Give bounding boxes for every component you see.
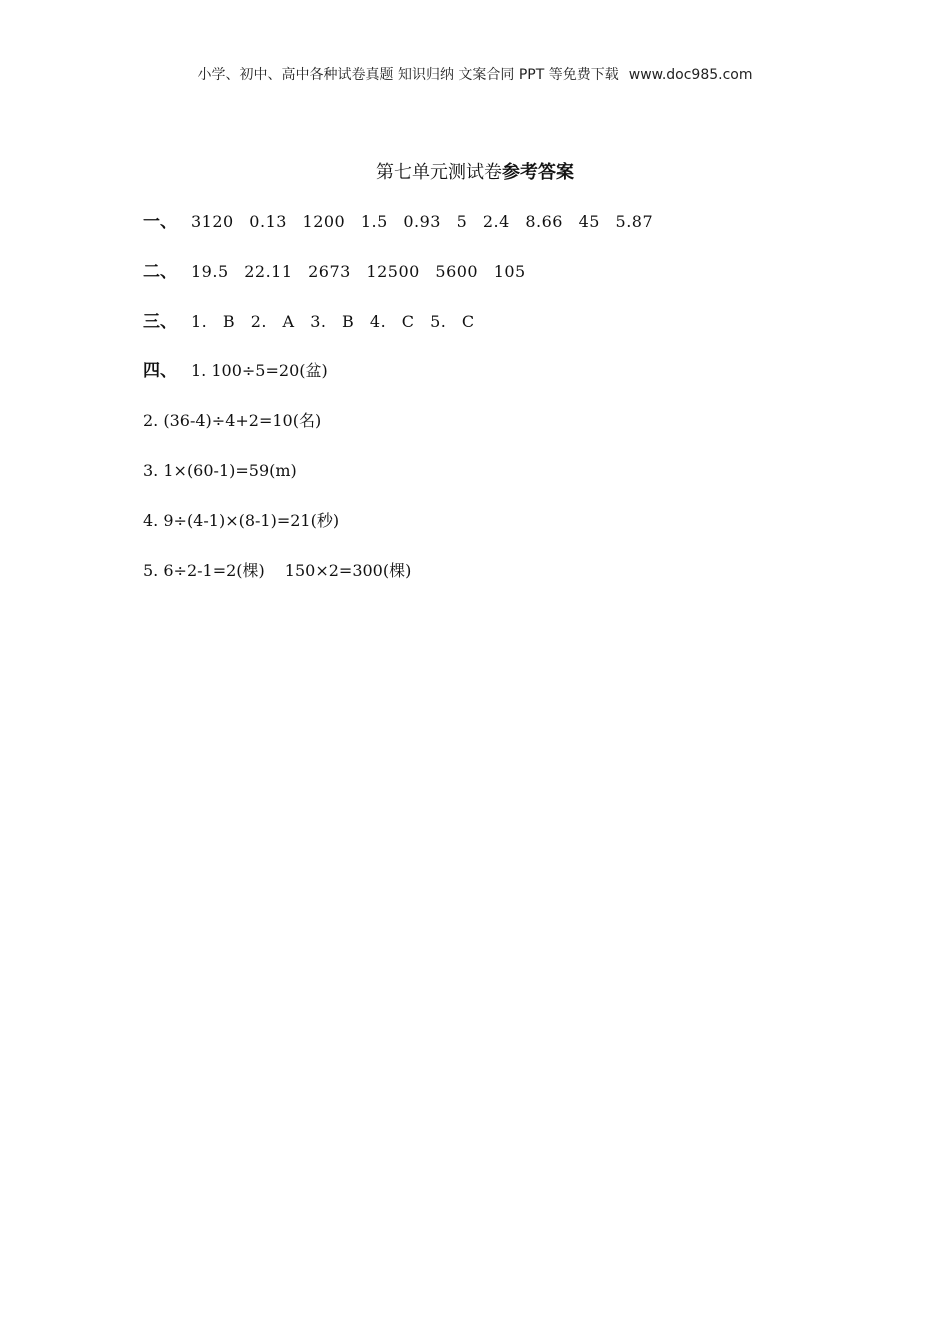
section-marker: 三、 xyxy=(143,312,177,332)
problem-text: 5. 6÷2-1=2(棵) xyxy=(143,561,265,580)
section-answers: 1. B 2. A 3. B 4. C 5. C xyxy=(191,312,475,331)
section-two xyxy=(143,260,526,284)
section-marker: 一、 xyxy=(143,212,177,232)
title-normal: 第七单元测试卷 xyxy=(376,162,502,183)
title-bold: 参考答案 xyxy=(502,162,574,183)
problem-text: 2. (36-4)÷4+2=10(名) xyxy=(143,411,322,430)
header-text: 小学、初中、高中各种试卷真题 知识归纳 文案合同 PPT 等免费下载 xyxy=(197,67,619,83)
section-answers: 3120 0.13 1200 1.5 0.93 5 2.4 8.66 45 5.87 xyxy=(191,212,654,231)
section-answers: 19.5 22.11 2673 12500 5600 105 xyxy=(191,262,526,281)
section-three xyxy=(143,310,475,334)
header-url[interactable]: www.doc985.com xyxy=(628,67,753,83)
problem-extra: 150×2=300(棵) xyxy=(284,561,412,580)
section-answers: 1. 100÷5=20(盆) xyxy=(191,361,328,380)
problem-line xyxy=(143,459,297,483)
section-marker: 四、 xyxy=(143,361,177,381)
page-header xyxy=(0,64,950,84)
section-one xyxy=(143,210,653,234)
section-four xyxy=(143,359,328,383)
problem-line xyxy=(143,559,411,583)
problem-line xyxy=(143,409,321,433)
document-title xyxy=(0,158,950,184)
problem-line xyxy=(143,509,339,533)
section-marker: 二、 xyxy=(143,262,177,282)
problem-text: 3. 1×(60-1)=59(m) xyxy=(143,461,297,480)
problem-text: 4. 9÷(4-1)×(8-1)=21(秒) xyxy=(143,511,340,530)
